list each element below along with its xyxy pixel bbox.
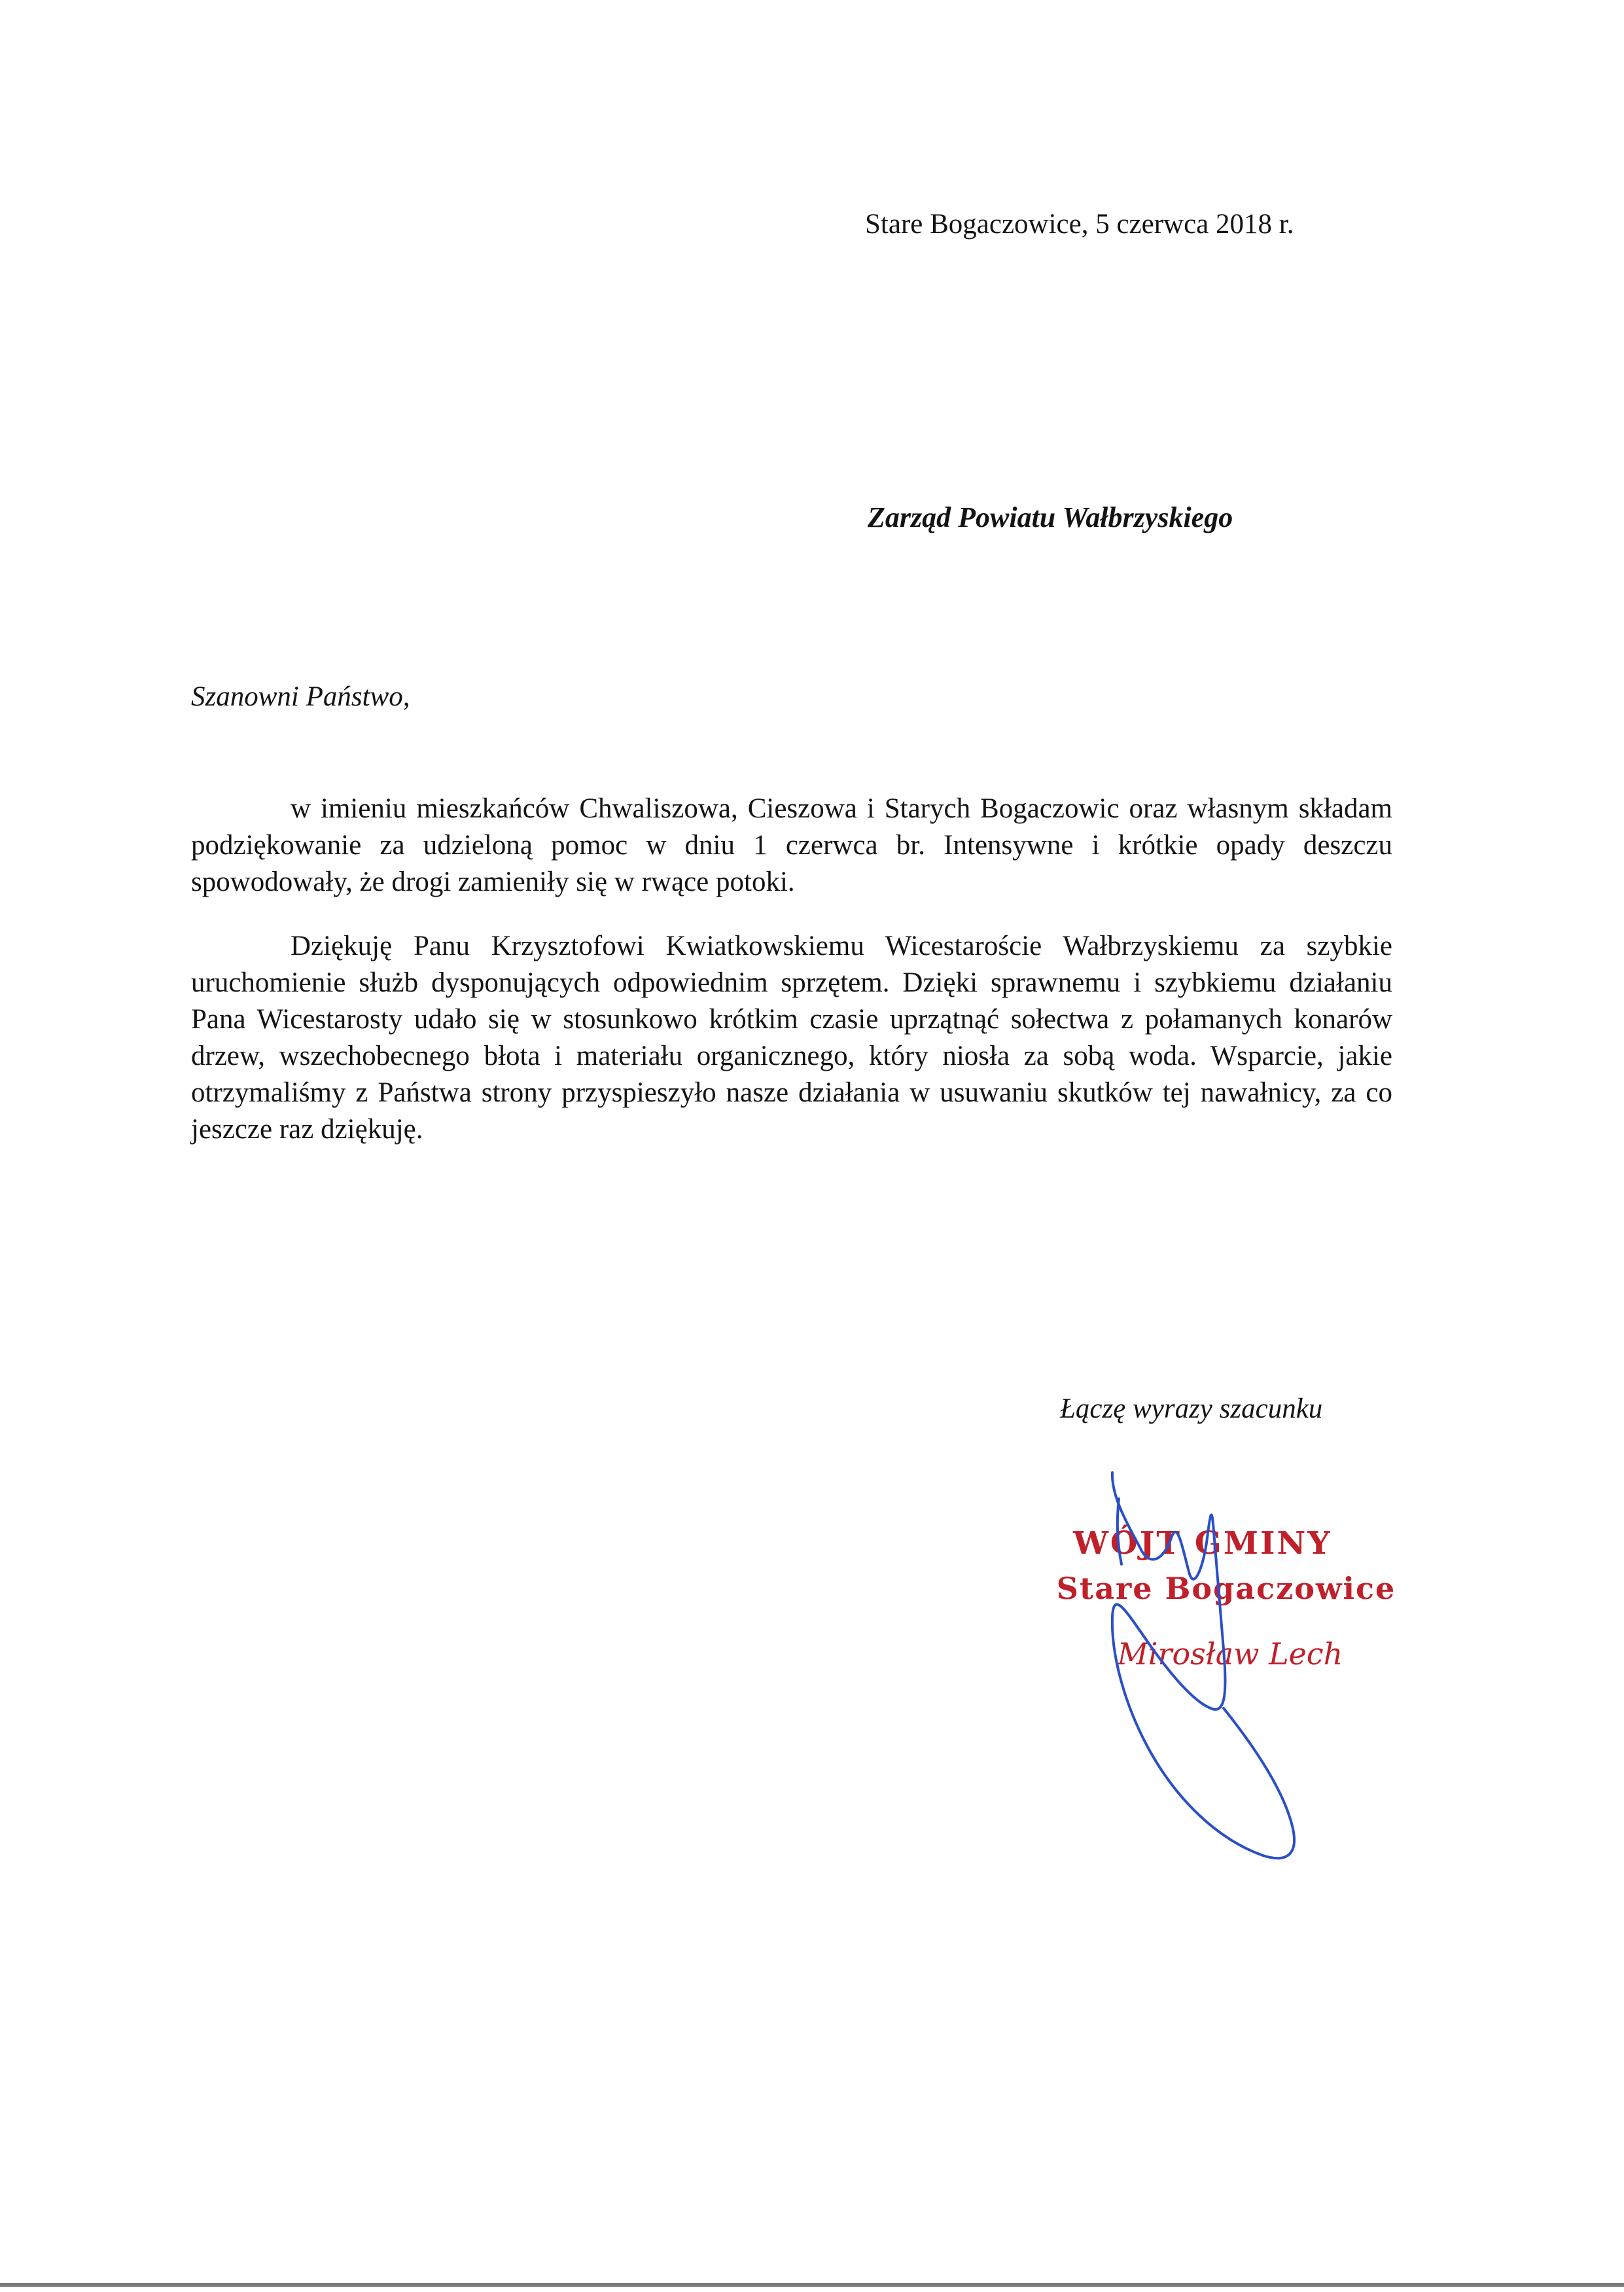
letter-body (191, 791, 1392, 1175)
signature-stroke (1112, 1473, 1294, 1858)
place-and-date: Stare Bogaczowice, 5 czerwca 2018 r. (865, 209, 1294, 240)
handwritten-signature (1073, 1459, 1322, 1885)
body-paragraph-1: w imieniu mieszkańców Chwaliszowa, Cieszowa i Starych Bogaczowic oraz własnym składam podziękowanie za udzieloną pomoc w dniu 1 czerwca br. Intensywne i krótkie opady deszczu spowodowały, że drogi zamieniły się w rwące potoki. (191, 793, 1392, 897)
scan-edge-line (0, 2283, 1624, 2287)
salutation: Szanowni Państwo, (191, 681, 410, 712)
recipient: Zarząd Powiatu Wałbrzyskiego (868, 501, 1233, 533)
closing-phrase: Łączę wyrazy szacunku (1060, 1393, 1323, 1424)
stamp-name: Mirosław Lech (1117, 1636, 1343, 1672)
stamp-title: WÓJT GMINY (1073, 1525, 1332, 1562)
stamp-place: Stare Bogaczowice (1056, 1571, 1396, 1606)
body-paragraph-2: Dziękuję Panu Krzysztofowi Kwiatkowskiemu Wicestaroście Wałbrzyskiemu za szybkie uruchomienie służb dysponujących odpowiednim sprzętem. Dzięki sprawnemu i szybkiemu działaniu Pana Wicestarosty udało się w stosunkowo krótkim czasie uprzątnąć sołectwa z połamanych konarów drzew, wszechobecnego błota i materiału organicznego, który niosła za sobą woda. Wsparcie, jakie otrzymaliśmy z Państwa strony przyspieszyło nasze działania w usuwaniu skutków tej nawałnicy, za co jeszcze raz dziękuję. (191, 931, 1392, 1145)
